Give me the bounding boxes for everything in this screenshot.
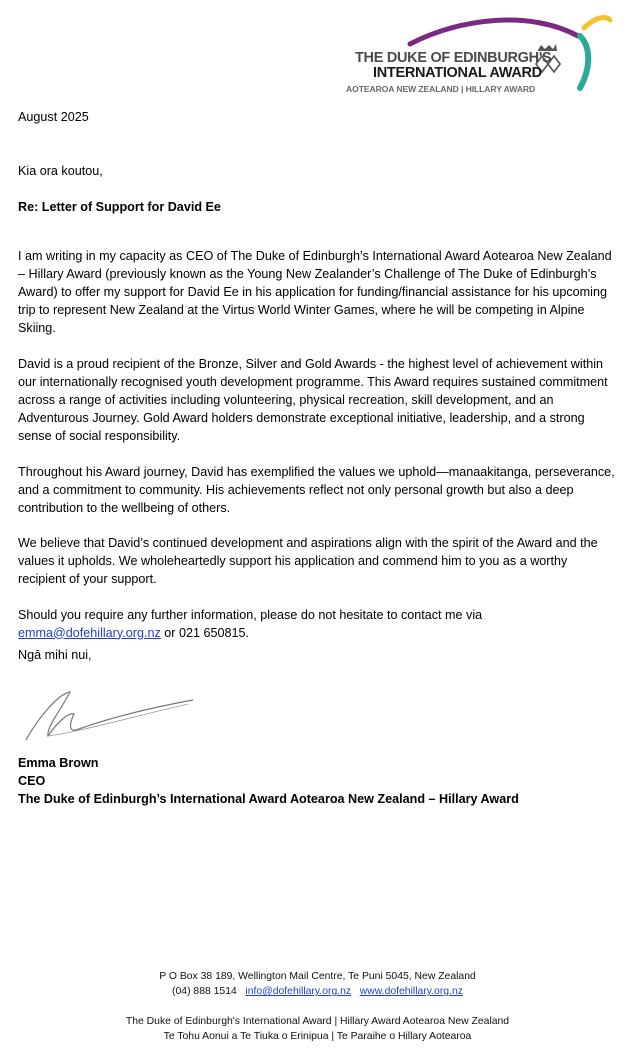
signatory-name: Emma Brown (18, 756, 99, 770)
footer-email-link[interactable]: info@dofehillary.org.nz (245, 986, 352, 997)
contact-phone: or 021 650815. (164, 625, 249, 640)
signature-icon (18, 688, 198, 748)
closing: Ngā mihi nui, (18, 648, 92, 662)
footer-website-link[interactable]: www.dofehillary.org.nz (359, 986, 463, 997)
contact-paragraph (18, 606, 618, 642)
footer-phone: (04) 888 1514 (172, 986, 237, 997)
footer-contact (0, 984, 635, 999)
footer-maori-line: Te Tohu Aonui a Te Tiuka o Erinipua | Te Paraihe o Hillary Aotearoa (163, 1031, 472, 1042)
contact-text: Should you require any further information, please do not hesitate to contact me via (18, 607, 483, 622)
letter-date: August 2025 (18, 110, 89, 124)
signature-block (18, 754, 519, 808)
contact-email-link[interactable]: emma@dofehillary.org.nz (18, 625, 161, 640)
paragraph-2: David is a proud recipient of the Bronze, Silver and Gold Awards - the highest level of achievement within our internationally recognised youth development programme. This Award requires sustained commitment across a range of activities including volunteering, physical recreation, skill development, and an Adventurous Journey. Gold Award holders demonstrate exceptional initiative, leadership, and a strong sense of social responsibility. (18, 356, 608, 443)
logo-title-line1: THE DUKE OF EDINBURGH'S (355, 50, 552, 66)
paragraph-4: We believe that David’s continued development and aspirations align with the spirit of the Award and the values it upholds. We wholeheartedly support his application and commend him to you as a worthy recipient of your support. (18, 535, 598, 586)
signatory-org: The Duke of Edinburgh’s International Award Aotearoa New Zealand – Hillary Award (18, 792, 519, 806)
greeting: Kia ora koutou, (18, 164, 103, 178)
footer-org-line: The Duke of Edinburgh's International Award | Hillary Award Aotearoa New Zealand (125, 1016, 510, 1027)
subject-line: Re: Letter of Support for David Ee (18, 200, 221, 214)
paragraph-1: I am writing in my capacity as CEO of The Duke of Edinburgh’s International Award Aotearoa New Zealand – Hillary Award (previously known as the Young New Zealander’s Challenge of The Duke of Edinburgh’s Award) to offer my support for David Ee in his application for funding/financial assistance for his upcoming trip to represent New Zealand at the Virtus World Winter Games, where he will be competing in Alpine Skiing. (18, 248, 612, 335)
logo-title-line2: INTERNATIONAL AWARD (373, 65, 542, 81)
footer-address: P O Box 38 189, Wellington Mail Centre, Te Puni 5045, New Zealand (159, 971, 476, 982)
logo-subtitle: AOTEAROA NEW ZEALAND | HILLARY AWARD (346, 84, 536, 94)
letterhead-logo (340, 10, 615, 100)
signatory-title: CEO (18, 774, 46, 788)
paragraph-3: Throughout his Award journey, David has exemplified the values we uphold—manaakitanga, perseverance, and a commitment to community. His achievements reflect not only personal growth but also a deep contribution to the wellbeing of others. (18, 464, 615, 515)
